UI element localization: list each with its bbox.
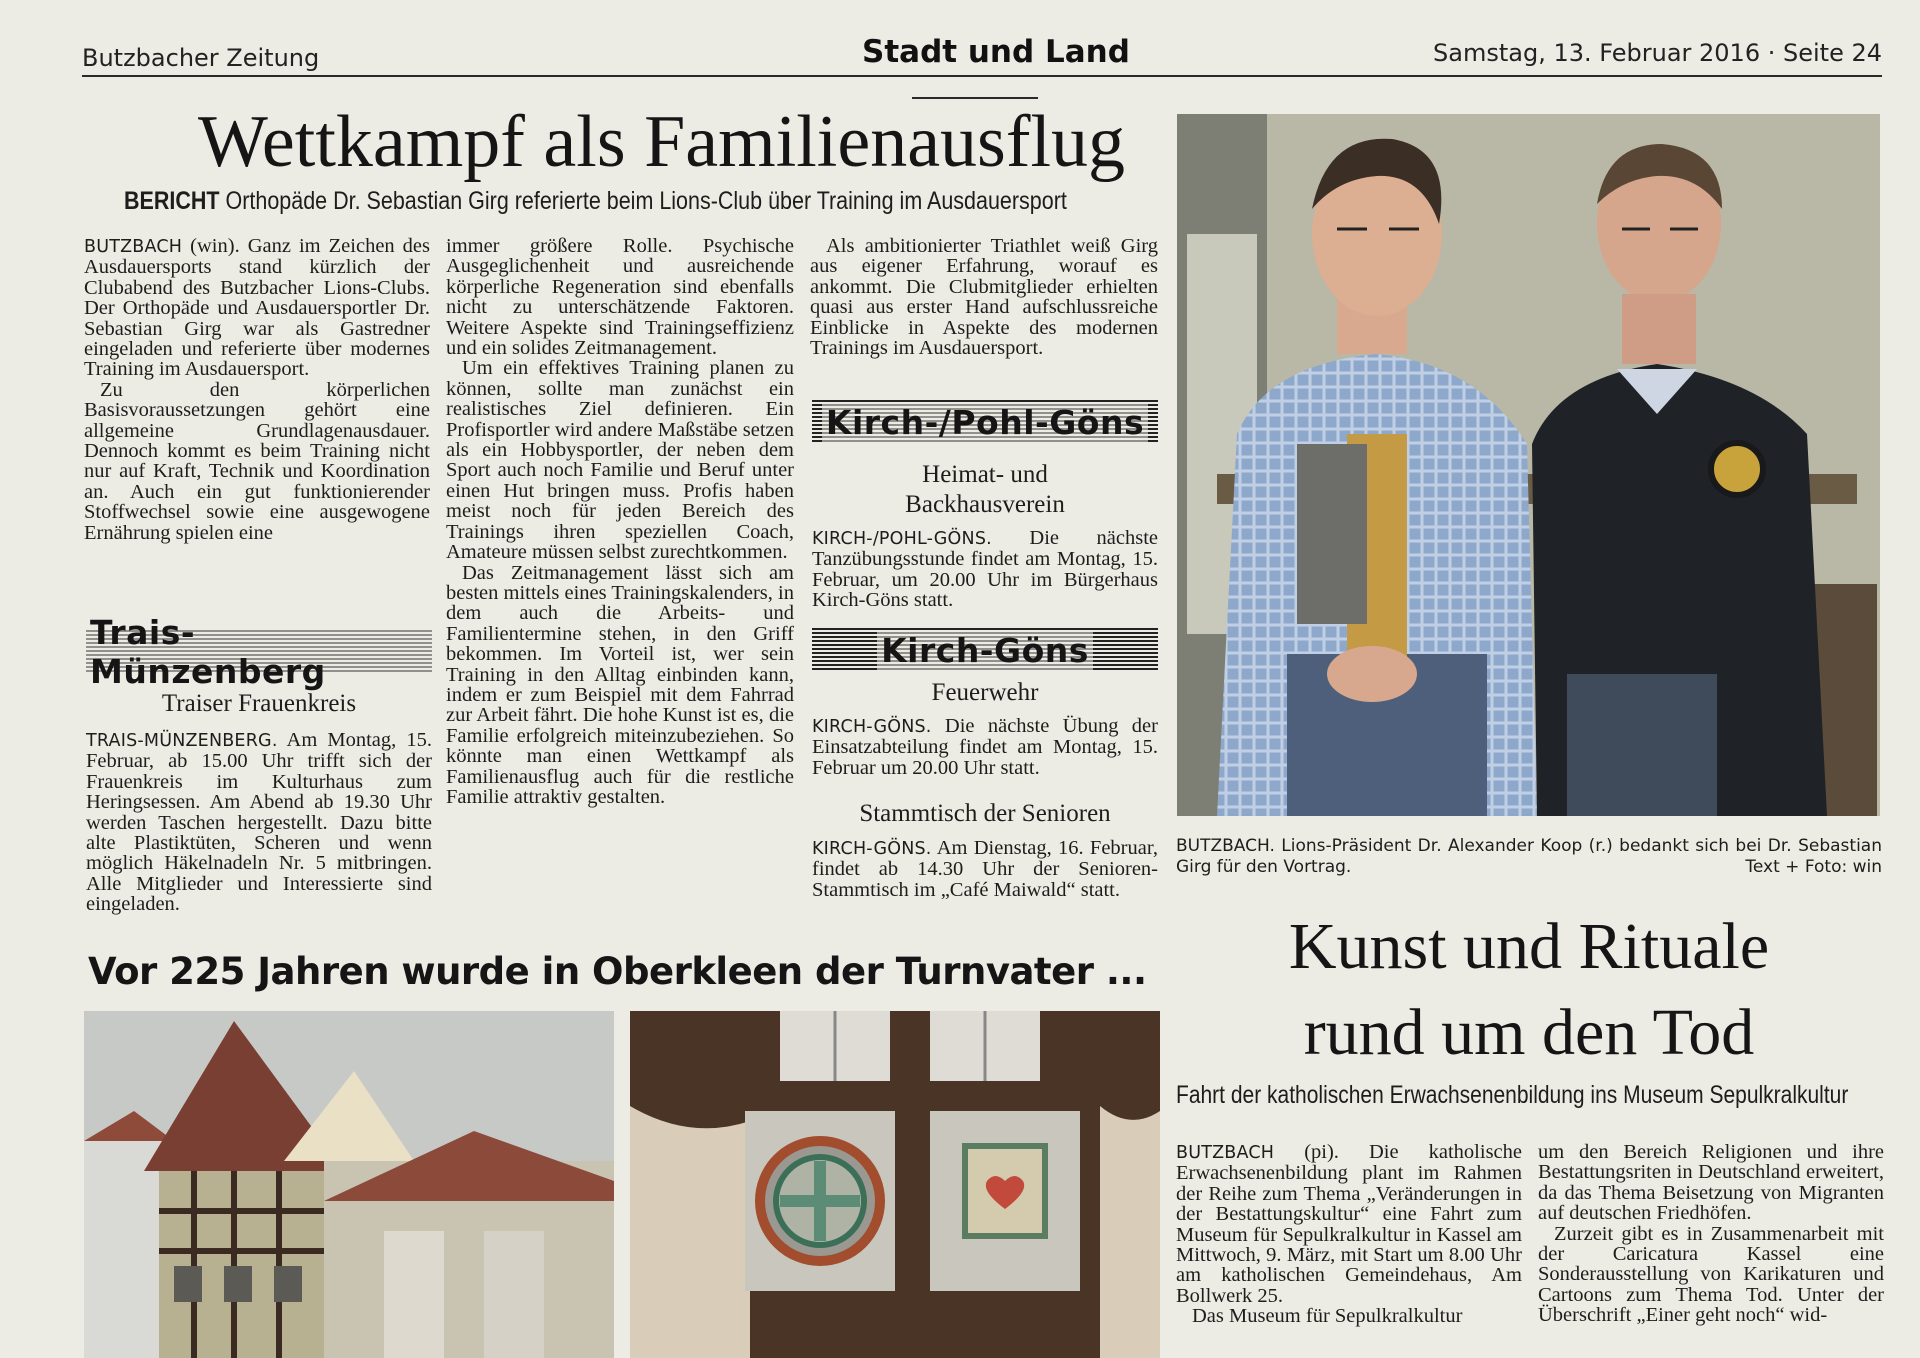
headline-overline	[912, 97, 1038, 99]
main-headline: Wettkampf als Familienausflug	[198, 101, 1126, 183]
lions-photo-image	[1177, 114, 1880, 816]
rubric-kirch	[812, 628, 1158, 672]
kirch-dateline-2: KIRCH-GÖNS.	[812, 839, 932, 859]
house-photo-image	[84, 1011, 614, 1358]
kirch-body-1: Die nächste Übung der Einsatzabteilung findet am Montag, 15. Februar um 20.00 Uhr statt.	[812, 715, 1158, 779]
main-col2-p2: Um ein effektives Training planen zu können, sollte man zunächst ein realistisches Ziel definieren. Ein Profisportler wird andere Maßstäbe setzen als ein Hobbysportler, der neben dem Sport auch noch Familie und Beruf unter einen Hut bringen muss. Profis haben meist noch für jeden Bereich des Trainings ihren speziellen Coach, Amateure müssen selbst zurechtkommen.	[446, 357, 794, 564]
rubric-trais-label: Trais-Münzenberg	[86, 613, 432, 691]
kunst-subheadline: Fahrt der katholischen Erwachsenenbildung ins Museum Sepulkralkultur	[1176, 1081, 1849, 1109]
kirch-dateline-1: KIRCH-GÖNS.	[812, 717, 932, 737]
main-col2-p1: immer größere Rolle. Psychische Ausgeglichenheit und ausreichende körperliche Regeneration sind ebenfalls nicht zu unterschätzende Faktoren. Weitere Aspekte sind Trainingseffizienz und ein solides Zeitmanagement.	[446, 235, 794, 360]
photo-credit: Text + Foto: win	[1745, 857, 1882, 877]
kirch-body-2: Am Dienstag, 16. Februar, findet ab 14.30 Uhr der Senioren-Stammtisch im „Café Maiwald“ statt.	[812, 837, 1158, 901]
kunst-col1-more: Das Museum für Sepulkralkultur	[1192, 1305, 1463, 1328]
lions-photo	[1177, 114, 1880, 816]
trais-dateline: TRAIS-MÜNZENBERG.	[86, 731, 278, 751]
kirch-text-2	[812, 838, 1158, 900]
rubric-pohl	[812, 400, 1158, 444]
subheadline-text: Orthopäde Dr. Sebastian Girg referierte beim Lions-Club über Training im Ausdauersport	[225, 187, 1067, 215]
pohl-body: Die nächste Tanzübungsstunde findet am Montag, 15. Februar, um 20.00 Uhr im Bürgerhaus Kirch-Göns statt.	[812, 527, 1158, 612]
photo-caption	[1176, 836, 1882, 878]
trais-text	[86, 730, 432, 915]
section-title: Stadt und Land	[862, 34, 1130, 70]
facade-photo-image	[630, 1011, 1160, 1358]
main-col-2	[446, 236, 794, 807]
kunst-headline	[1176, 904, 1882, 1076]
dateline: BUTZBACH	[84, 237, 183, 257]
rubric-kirch-label: Kirch-Göns	[877, 631, 1093, 670]
kunst-dateline: BUTZBACH	[1176, 1143, 1275, 1163]
main-col-3	[810, 236, 1158, 358]
kunst-col1-text: (pi). Die katholische Erwachsenenbildung plant im Rahmen der Reihe zum Thema „Veränderungen in der Bestattungskultur“ eine Fahrt zum Museum für Sepulkralkultur in Kassel am Mittwoch, 9. März, mit Start um 8.00 Uhr am katholischen Gemeindehaus, Am Bollwerk 25.	[1176, 1141, 1523, 1307]
rubric-pohl-label: Kirch-/Pohl-Göns	[822, 403, 1148, 442]
trais-body: Am Montag, 15. Februar, ab 15.00 Uhr trifft sich der Frauenkreis im Kulturhaus zum Heringsessen. Am Abend ab 19.30 Uhr werden Taschen hergestellt. Dazu bitte alte Plastiktüten, Scheren und wenn möglich Häkelnadeln Nr. 5 mitbringen. Alle Mitglieder und Interessierte sind eingeladen.	[86, 729, 432, 916]
main-subheadline	[124, 187, 1067, 216]
trais-title: Traiser Frauenkreis	[161, 690, 357, 717]
main-col-1	[84, 236, 430, 543]
kicker: BERICHT	[124, 187, 220, 215]
kirch-title-1: Feuerwehr	[931, 679, 1039, 706]
kunst-headline-line-2: rund um den Tod	[1303, 996, 1755, 1069]
kunst-col-1	[1176, 1142, 1522, 1327]
kunst-col-2	[1538, 1142, 1884, 1326]
main-col1-p1: (win). Ganz im Zeichen des Ausdauersports stand kürzlich der Clubabend des Butzbacher Lions-Clubs. Der Orthopäde und Ausdauersportler Dr. Sebastian Girg war als Gastredner eingeladen und referierte über modernes Training im Ausdauersport.	[84, 235, 431, 381]
date-page: Samstag, 13. Februar 2016 · Seite 24	[1433, 39, 1882, 67]
kirch-title-2: Stammtisch der Senioren	[859, 800, 1111, 827]
main-col2-p3: Das Zeitmanagement lässt sich am besten mittels eines Trainingskalenders, in dem auch die Arbeits- und Familientermine stehen, in den Griff bekommen. Im Vorteil ist, wer sein Training in den Alltag einbinden kann, indem er zum Beispiel mit dem Fahrrad zur Arbeit fährt. Die hohe Kunst ist es, die Familie erfolgreich miteinzubeziehen. So könnte man einen Wettkampf als Familienausflug auch für die restliche Familie attraktiv gestalten.	[446, 561, 794, 808]
kirch-text-1	[812, 716, 1158, 778]
house-photo	[84, 1011, 614, 1358]
pohl-text	[812, 528, 1158, 611]
newspaper-name: Butzbacher Zeitung	[82, 44, 320, 72]
facade-photo	[630, 1011, 1160, 1358]
main-col3-p1: Als ambitionierter Triathlet weiß Girg aus eigener Erfahrung, worauf es ankommt. Die Clubmitglieder erhielten quasi aus erster Hand aufschlussreiche Einblicke in Aspekte des modernen Trainings im Ausdauersport.	[810, 235, 1158, 360]
main-col1-p2: Zu den körperlichen Basisvoraussetzungen gehört eine allgemeine Grundlagenausdauer. Dennoch kommt es beim Training nicht nur auf Kraft, Technik und Koordination an. Auch ein gut funktionierender Stoffwechsel sowie eine ausgewogene Ernährung spielen eine	[84, 378, 430, 544]
kunst-col2-p1: um den Bereich Religionen und ihre Bestattungsriten in Deutschland erweitert, da das Thema Beisetzung von Migranten auf deutschen Friedhöfen.	[1538, 1141, 1884, 1225]
rubric-trais	[86, 613, 432, 691]
kunst-headline-line-1: Kunst und Rituale	[1288, 910, 1770, 983]
pohl-title: Heimat- und Backhausverein	[905, 461, 1065, 518]
photo-caption-text: BUTZBACH. Lions-Präsident Dr. Alexander Koop (r.) bedankt sich bei Dr. Sebastian Girg für den Vortrag.	[1176, 836, 1882, 877]
pohl-dateline: KIRCH-/POHL-GÖNS.	[812, 529, 992, 549]
turnvater-headline: Vor 225 Jahren wurde in Oberkleen der Turnvater ...	[88, 950, 1147, 993]
kunst-col2-p2: Zurzeit gibt es in Zusammenarbeit mit der Caricatura Kassel eine Sonderausstellung von Karikaturen und Cartoons zum Thema Tod. Unter der Überschrift „Einer geht noch“ wid-	[1538, 1222, 1884, 1327]
header-rule	[82, 75, 1882, 77]
